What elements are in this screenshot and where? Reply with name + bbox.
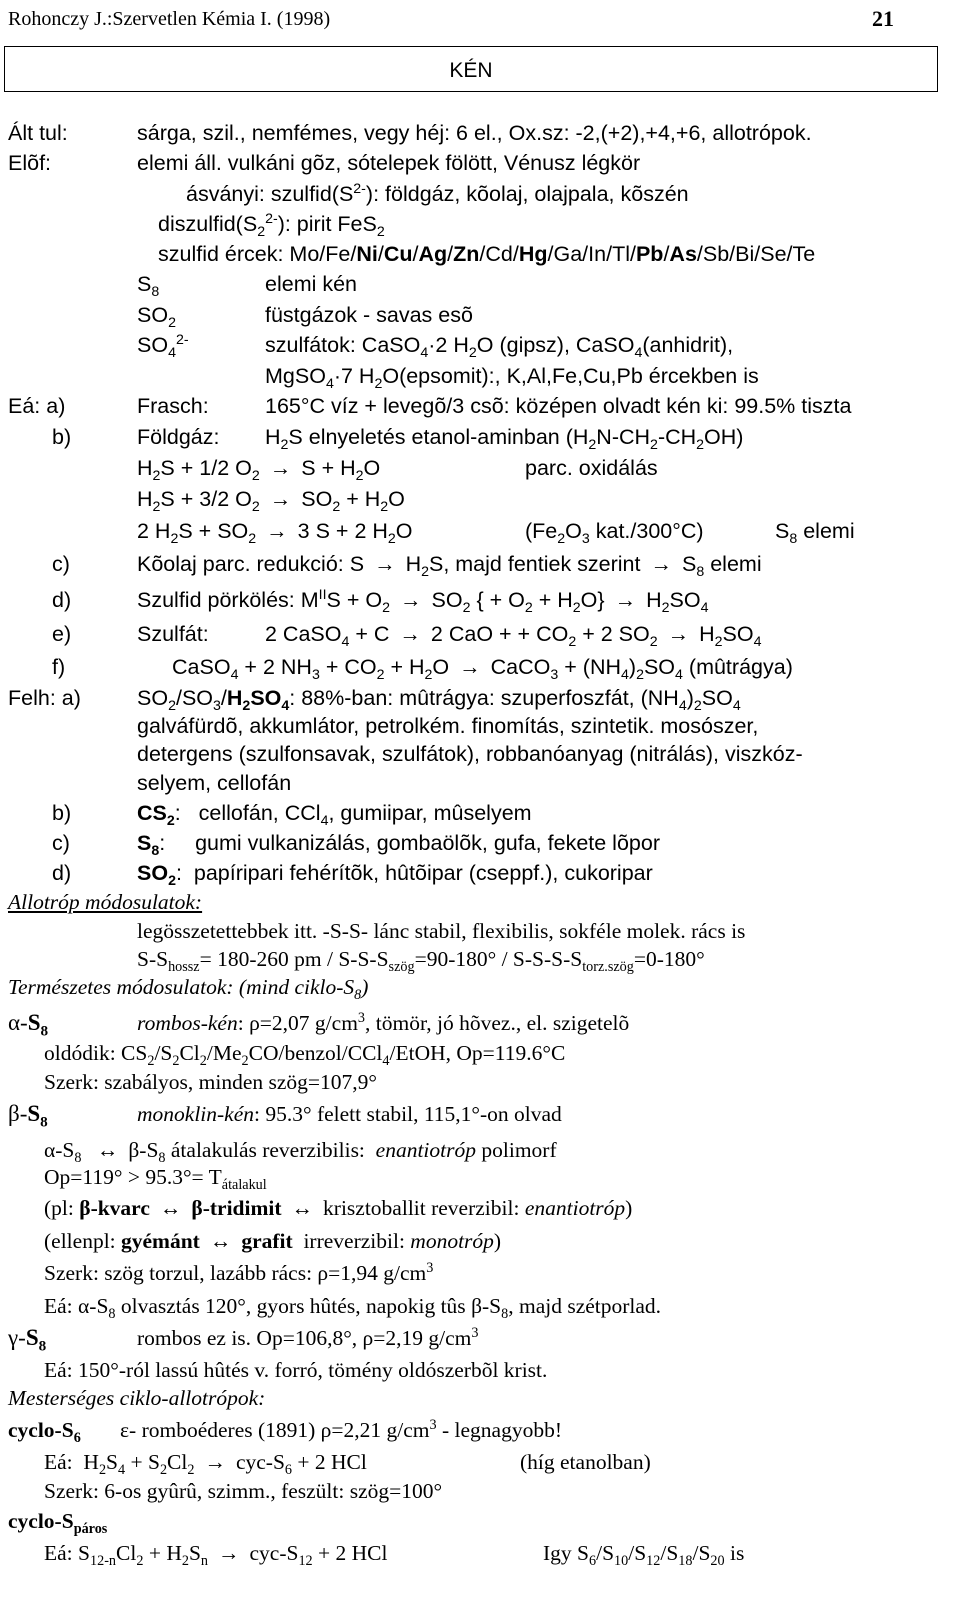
label-e: e) [52, 622, 72, 646]
label-c: c) [52, 552, 70, 576]
s8-formula: $S_8$ [137, 272, 160, 300]
example-quartz: (pl: β-kvarc ↔ β-tridimit ↔ krisztoballit reverzibil: enantiotróp) [44, 1196, 633, 1220]
label-felh-a: Felh: a) [8, 686, 81, 710]
usage-cs2: $CS_2$: cellofán, CCl$_4$, gumiipar, mûselyem [137, 801, 532, 829]
reaction-3: 2 $H_2S + SO_2 \to 3$ S + 2 $H_2O$ [137, 519, 413, 547]
label-d2: d) [52, 861, 72, 885]
cyclo-s6-structure: Szerk: 6-os gyûrû, szimm., feszült: szög=100° [44, 1479, 443, 1503]
heading-mesterseges: Mesterséges ciklo-allotrópok: [8, 1386, 266, 1410]
catalyst-note: ($Fe_2O_3$ kat./300°C) [525, 519, 704, 547]
properties-text: sárga, szil., nemfémes, vegy héj: 6 el., Ox.sz: -2,(+2),+4,+6, allotrópok. [137, 121, 812, 145]
foldgaz-text: $H_2S$ elnyeletés etanol-aminban $(H_2N-CH_2-CH_2OH)$ [265, 425, 744, 453]
mineral-line: ásványi: $szulfid(S^{2-})$: földgáz, kõolaj, olajpala, kõszén [186, 181, 689, 206]
roasting-line: Szulfid pörkölés: $M^{II}S + O_2 \to SO_2$ { + $O_2 + H_2O\} \to H_2SO_4$ [137, 587, 709, 616]
cyclo-s-series: Igy $S_6/S_{10}/S_{12}/S_{18}/S_{20}$ is [543, 1541, 745, 1569]
so2-desc: füstgázok - savas esõ [265, 303, 473, 327]
cyclo-s6-prep: Eá: $H_2S_4 + S_2Cl_2 \to cyc-S_6 + 2$ HCl [44, 1450, 367, 1478]
beta-desc: monoklin-kén: 95.3° felett stabil, 115,1°-on olvad [137, 1102, 562, 1126]
cyclo-s-even: cyclo-$S_{páros}$ [8, 1509, 108, 1537]
reaction-1: $H_2S + 1/2$ $O_2 \to S + H_2O$ [137, 456, 381, 484]
transition-temp: $Op=119^\circ > 95.3^\circ= T_{átalakul}$ [44, 1165, 267, 1193]
cyclo-s6: cyclo-$S_6$ [8, 1418, 81, 1446]
allotrop-text-2: $S-S_{hossz}= 180-260$ pm / $S-S-S_{szög}=90-180^\circ / S-S-S-S_{torz.szög}=0-180^\circ$ [137, 947, 705, 975]
title-box [4, 46, 938, 92]
usage-a-3: detergens (szulfonsavak, szulfátok), robbanóanyag (nitrálás), viszkóz- [137, 742, 803, 766]
frasch-label: Frasch: [137, 394, 209, 418]
page-number: 21 [872, 6, 894, 31]
disulfide-line: $diszulfid(S_2^{2-})$: pirit FeS$_2$ [158, 211, 385, 240]
gamma-prep: Eá: 150°-ról lassú hûtés v. forró, tömény oldószerbõl krist. [44, 1358, 548, 1382]
oil-line: Kõolaj parc. redukció: $S \to H_2S$, majd fentiek szerint → $S_8$ elemi [137, 552, 762, 580]
usage-a-4: selyem, cellofán [137, 771, 292, 795]
cyclo-s-even-prep: Eá: $S_{12-n}Cl_2 + H_2S_n \to cyc-S_{12} + 2$ HCl [44, 1541, 388, 1569]
label-d: d) [52, 588, 72, 612]
elemental-s8: $S_8$ elemi [775, 519, 855, 547]
running-header: Rohonczy J.:Szervetlen Kémia I. (1998) [8, 8, 331, 30]
label-c2: c) [52, 831, 70, 855]
beta-prep: Eá: $\alpha-S_8$ olvasztás 120°, gyors hûtés, napokig tûs $\beta-S_8$, majd szétporlad. [44, 1294, 662, 1322]
s8-desc: elemi kén [265, 272, 358, 296]
label-elof: Elõf: [8, 151, 52, 175]
partial-oxidation: parc. oxidálás [525, 456, 658, 480]
solvents-line: oldódik: $CS_2/S_2Cl_2/Me_2CO/benzol/CCl_4$/EtOH, Op=119.6°C [44, 1041, 566, 1069]
sulfate-label: Szulfát: [137, 622, 209, 646]
label-b: b) [52, 425, 72, 449]
dilute-ethanol: (híg etanolban) [520, 1450, 651, 1474]
epsomite-line: MgSO$_4$·7 $H_2O(epsomit)$:, K,Al,Fe,Cu,Pb ércekben is [265, 364, 759, 392]
label-f: f) [52, 655, 66, 679]
so4-formula: $SO_4^{2-}$ [137, 332, 189, 361]
example-carbon: (ellenpl: gyémánt ↔ grafit irreverzibil: monotróp) [44, 1229, 502, 1253]
ore-line: szulfid ércek: Mo/Fe/Ni/Cu/Ag/Zn/Cd/Hg/Ga/In/Tl/Pb/As/Sb/Bi/Se/Te [158, 242, 816, 266]
gamma-s8: $\gamma-S_8$ [8, 1325, 47, 1355]
foldgaz-label: Földgáz: [137, 425, 220, 449]
alpha-s8: $\alpha-S_8$ [8, 1010, 49, 1040]
sulfate-line: szulfátok: CaSO$_4$·2 $H_2O$ (gipsz), CaSO$_4$(anhidrit), [265, 333, 734, 361]
alpha-structure: Szerk: szabályos, minden szög=107,9° [44, 1070, 378, 1094]
label-ea-a: Eá: a) [8, 394, 66, 418]
beta-structure: Szerk: szög torzul, lazább rács: ρ=1,94 $g/cm^3$ [44, 1260, 434, 1285]
occurrence-text: elemi áll. vulkáni gõz, sótelepek fölött, Vénusz légkör [137, 151, 641, 175]
usage-a-2: galváfürdõ, akkumlátor, petrolkém. finomítás, szintetik. mosószer, [137, 714, 759, 738]
so2-formula: $SO_2$ [137, 303, 176, 331]
heading-allotrop: Allotróp módosulatok: [8, 890, 203, 914]
allotrop-text-1: legösszetettebbek itt. -S-S- lánc stabil, flexibilis, sokféle molek. rács is [137, 919, 746, 943]
usage-s8: $S_8$: gumi vulkanizálás, gombaölõk, gufa, fekete lõpor [137, 831, 660, 859]
gamma-desc: rombos ez is. Op=106,8°, ρ=2,19 $g/cm^3$ [137, 1325, 479, 1350]
reaction-2: $H_2S + 3/2$ $O_2 \to SO_2 + H_2O$ [137, 487, 405, 515]
transition-line: $\alpha-S_8$ ↔ $\beta-S_8$ átalakulás reverzibilis: enantiotróp polimorf [44, 1138, 557, 1166]
heading-termeszetes: Természetes módosulatok: (mind ciklo-$S_8$) [8, 975, 369, 1003]
label-alt-tul: Ált tul: [8, 121, 68, 145]
alpha-desc: rombos-kén: ρ=2,07 $g/cm^3$, tömör, jó hõvez., el. szigetelõ [137, 1010, 630, 1035]
usage-so2: $SO_2$: papíripari fehérítõk, hûtõipar (cseppf.), cukoripar [137, 861, 653, 889]
cyclo-s6-desc: ε- romboéderes (1891) ρ=2,21 $g/cm^3$ - legnagyobb! [120, 1417, 563, 1442]
label-b2: b) [52, 801, 72, 825]
frasch-text: 165°C víz + levegõ/3 csõ: középen olvadt kén ki: 99.5% tiszta [265, 394, 852, 418]
sulfate-reaction: 2 CaSO$_4$ + C → 2 CaO + + $CO_2 + 2$ $SO_2 \to H_2SO_4$ [265, 622, 762, 650]
usage-a: $SO_2/SO_3/H_2SO_4$: 88%-ban: mûtrágya: szuperfoszfát, $(NH_4)_2SO_4$ [137, 686, 741, 714]
beta-s8: $\beta-S_8$ [8, 1101, 48, 1131]
fertilizer-reaction: CaSO$_4$ + 2 $NH_3 + CO_2 + H_2O$ → CaCO$_3$ + $(NH_4)_2SO_4$ (mûtrágya) [172, 655, 793, 683]
page-title: KÉN [449, 59, 493, 82]
